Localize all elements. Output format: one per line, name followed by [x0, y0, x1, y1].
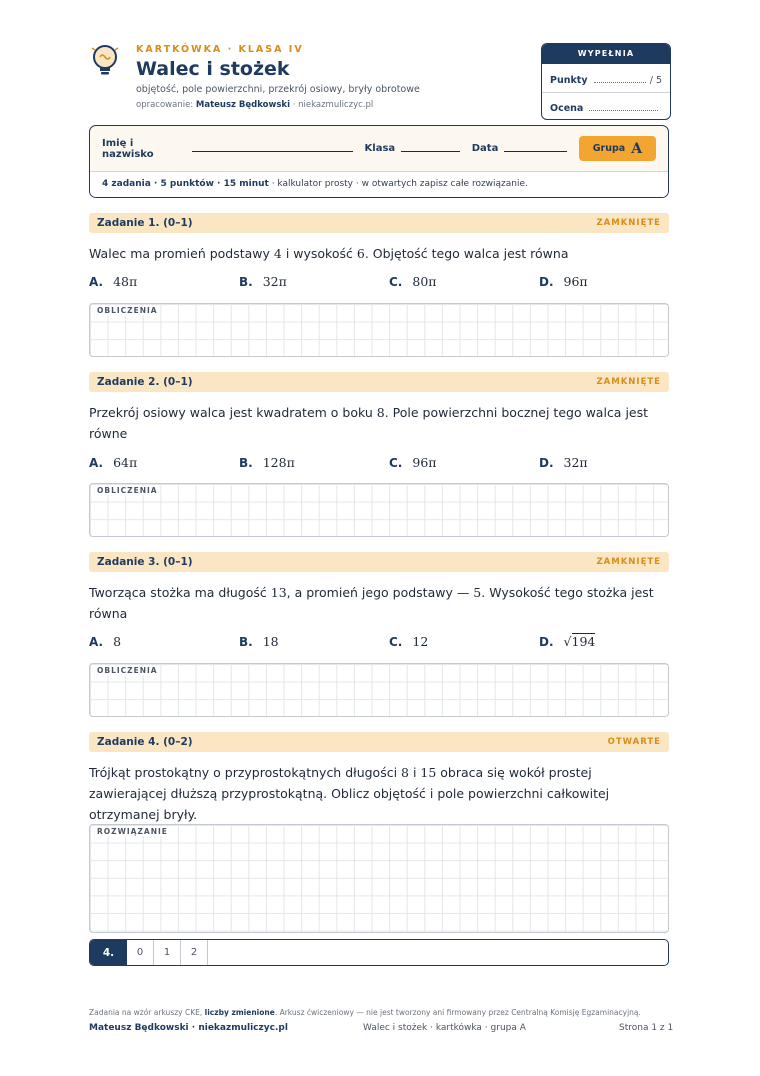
answer-option[interactable]: [239, 634, 279, 649]
score-row: [89, 939, 669, 966]
sqrt-sign: √: [563, 634, 572, 649]
answer-option[interactable]: [239, 455, 295, 470]
text-part: Trójkąt prostokątny o przyprostokątnych długości: [89, 765, 402, 780]
author-site: · niekazmuliczyc.pl: [292, 100, 374, 110]
number: 5: [473, 585, 482, 600]
footer-note: [89, 1008, 679, 1017]
answer-option[interactable]: [89, 634, 121, 649]
grade-row: [542, 92, 670, 120]
answer-letter: C.: [389, 635, 403, 649]
task-3-answers: [89, 634, 689, 652]
footer-note-b: liczby zmienione: [204, 1008, 275, 1017]
number: 13: [270, 585, 287, 600]
answer-option[interactable]: [539, 274, 588, 289]
group-label: Grupa: [592, 143, 626, 154]
test-info: [90, 171, 668, 197]
text-part: Tworząca stożka ma długość: [89, 585, 271, 600]
author-line: [136, 100, 516, 110]
answer-option[interactable]: [89, 455, 137, 470]
task-2-name: Zadanie 2. (0–1): [97, 376, 193, 388]
task-3-header: [89, 552, 669, 572]
student-box: [89, 125, 669, 198]
number: 15: [420, 765, 437, 780]
answer-option[interactable]: [239, 274, 287, 289]
points-label: Punkty: [550, 75, 588, 86]
author-prefix: opracowanie:: [136, 100, 194, 110]
points-field[interactable]: [594, 82, 646, 83]
answer-option[interactable]: [389, 274, 437, 289]
task-2-question: [89, 402, 669, 444]
answer-letter: D.: [539, 275, 554, 289]
score-cell[interactable]: 1: [154, 940, 181, 965]
answer-value: 32π: [262, 274, 287, 289]
task-4-name: Zadanie 4. (0–2): [97, 736, 193, 748]
answer-option[interactable]: [89, 274, 137, 289]
answer-option[interactable]: [539, 634, 595, 649]
header-kicker: KARTKÓWKA · KLASA IV: [136, 44, 304, 55]
number: 8: [376, 405, 385, 420]
task-1-name: Zadanie 1. (0–1): [97, 217, 193, 229]
text-part: , a promień jego podstawy —: [286, 585, 474, 600]
answer-value: 96π: [412, 455, 437, 470]
answer-value: 18: [262, 634, 279, 649]
date-field[interactable]: [504, 151, 567, 152]
group-letter: A: [631, 140, 643, 157]
text-part: . Wysokość tego stożka jest równa: [89, 585, 654, 621]
answer-option[interactable]: [389, 455, 437, 470]
task-3-work-area[interactable]: [89, 663, 669, 717]
test-info-bold: 4 zadania · 5 punktów · 15 minut: [102, 179, 269, 189]
task-1-answers: [89, 274, 689, 292]
task-2-answers: [89, 455, 689, 473]
task-2-header: [89, 372, 669, 392]
task-1-header: [89, 213, 669, 233]
task-4-type: OTWARTE: [607, 737, 661, 747]
answer-option[interactable]: [539, 455, 588, 470]
answer-letter: B.: [239, 456, 253, 470]
text-part: i wysokość: [281, 246, 357, 261]
text-part: obraca się wokół prostej zawierającej dłuższą przyprostokątną. Oblicz objętość i pole powierzchni całkowitej otrzymanej bryły.: [89, 765, 610, 822]
work-area-label: OBLICZENIA: [97, 486, 158, 495]
grade-label: Ocena: [550, 103, 584, 114]
answer-value: [564, 633, 596, 649]
task-4-question: [89, 762, 669, 825]
points-max: / 5: [649, 75, 662, 86]
header: [136, 44, 516, 110]
footer-note-a: Zadania na wzór arkuszy CKE,: [89, 1008, 205, 1017]
page-number: Strona 1 z 1: [619, 1023, 674, 1033]
student-fields: [90, 126, 668, 171]
answer-letter: A.: [89, 275, 104, 289]
teacher-box: [541, 43, 671, 120]
task-3-type: ZAMKNIĘTE: [596, 557, 661, 567]
score-cell[interactable]: 2: [181, 940, 208, 965]
test-info-rest: · kalkulator prosty · w otwartych zapisz całe rozwiązanie.: [268, 179, 528, 189]
answer-value: 12: [412, 634, 429, 649]
footer-note-c: . Arkusz ćwiczeniowy — nie jest tworzony ani firmowany przez Centralną Komisję Egzaminacyjną.: [274, 1008, 641, 1017]
text-part: i: [408, 765, 421, 780]
answer-letter: C.: [389, 275, 403, 289]
answer-value: 32π: [563, 455, 588, 470]
author-name: Mateusz Będkowski: [195, 100, 291, 110]
answer-letter: D.: [539, 635, 554, 649]
answer-option[interactable]: [389, 634, 428, 649]
work-area-label: OBLICZENIA: [97, 306, 158, 315]
answer-value: 96π: [563, 274, 588, 289]
task-1-type: ZAMKNIĘTE: [596, 218, 661, 228]
number: 4: [273, 246, 282, 261]
group-badge: [579, 136, 656, 161]
text-part: . Objętość tego walca jest równa: [364, 246, 569, 261]
answer-letter: D.: [539, 456, 554, 470]
answer-value: 8: [113, 634, 122, 649]
name-label: Imię i nazwisko: [102, 137, 154, 160]
answer-value: 128π: [262, 455, 295, 470]
name-field[interactable]: [192, 151, 352, 152]
answer-letter: B.: [239, 275, 253, 289]
page-subtitle: objętość, pole powierzchni, przekrój osiowy, bryły obrotowe: [136, 84, 420, 95]
task-4-solution-area[interactable]: [89, 824, 669, 933]
lightbulb-icon: [90, 44, 120, 78]
text-part: Walec ma promień podstawy: [89, 246, 274, 261]
solution-area-label: ROZWIĄZANIE: [97, 827, 168, 836]
answer-value: 48π: [113, 274, 138, 289]
task-3-question: [89, 582, 669, 624]
grade-field[interactable]: [589, 110, 658, 111]
task-4-header: [89, 732, 669, 752]
text-part: Przekrój osiowy walca jest kwadratem o boku: [89, 405, 377, 420]
answer-letter: C.: [389, 456, 403, 470]
score-cell[interactable]: 0: [127, 940, 154, 965]
text-part: . Pole powierzchni bocznej tego walca jest równe: [89, 405, 649, 441]
teacher-box-title: WYPEŁNIA NAUCZYCIEL: [542, 44, 670, 64]
task-1-work-area[interactable]: [89, 303, 669, 357]
task-2-work-area[interactable]: [89, 483, 669, 537]
task-2-type: ZAMKNIĘTE: [596, 377, 661, 387]
class-field[interactable]: [401, 151, 460, 152]
page-title: Walec i stożek: [136, 58, 290, 80]
answer-letter: A.: [89, 635, 104, 649]
task-1-question: [89, 243, 669, 264]
footer-center: Walec i stożek · kartkówka · grupa A: [363, 1023, 526, 1033]
work-area-label: OBLICZENIA: [97, 666, 158, 675]
footer-author: Mateusz Będkowski · niekazmuliczyc.pl: [89, 1023, 288, 1033]
answer-value: 80π: [412, 274, 437, 289]
number: 6: [356, 246, 365, 261]
radicand: 194: [571, 634, 596, 649]
date-label: Data: [471, 143, 499, 154]
answer-value: 64π: [113, 455, 138, 470]
answer-letter: A.: [89, 456, 104, 470]
answer-letter: B.: [239, 635, 253, 649]
task-3-name: Zadanie 3. (0–1): [97, 556, 193, 568]
number: 8: [401, 765, 409, 780]
class-label: Klasa: [364, 143, 396, 154]
score-label: 4.: [90, 940, 127, 965]
